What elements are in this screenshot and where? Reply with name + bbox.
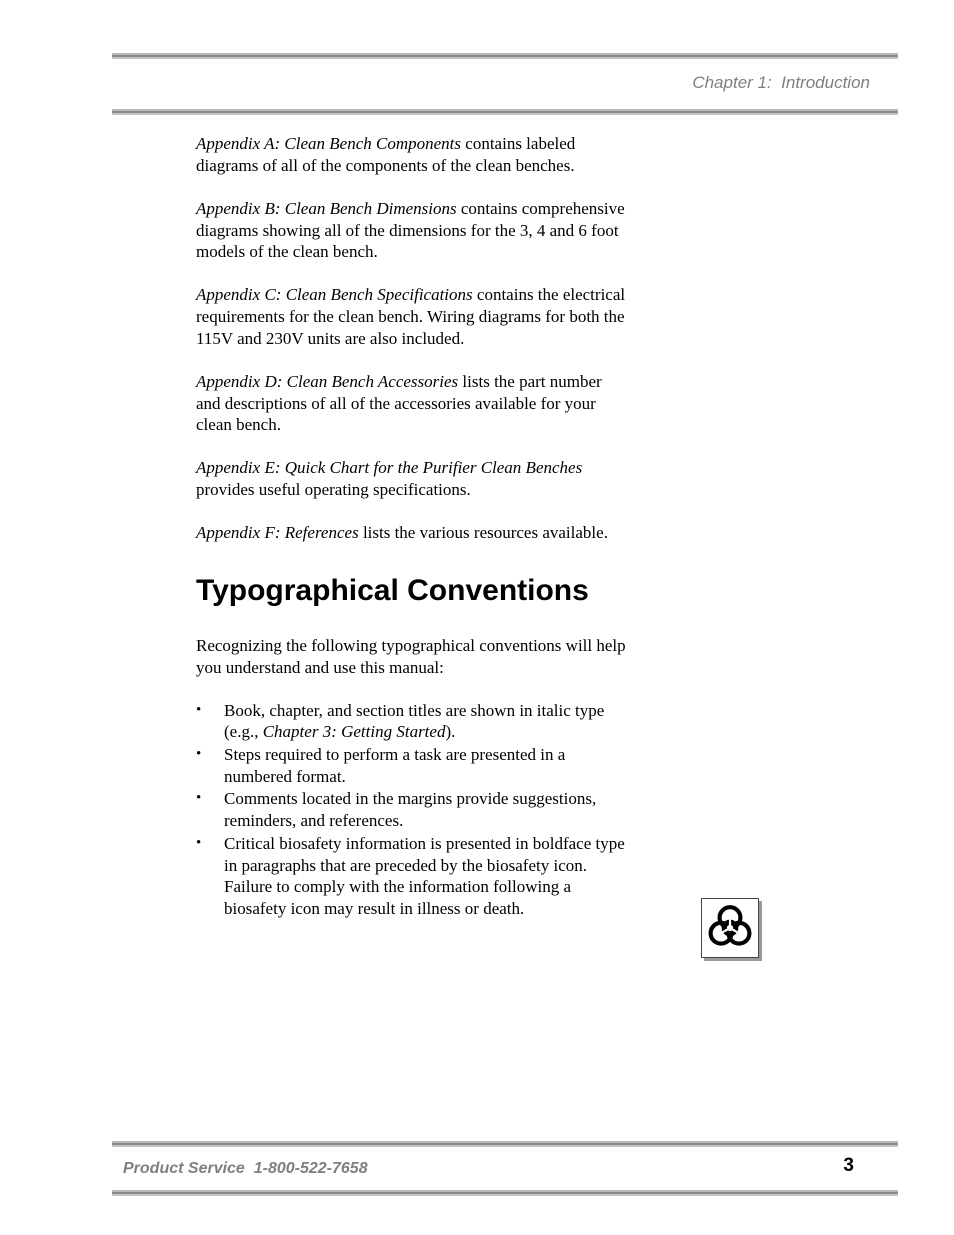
appendix-b-text: contains comprehensive diagrams showing all of the dimensions for the 3, 4 and 6 foot models of the clean bench. — [196, 198, 625, 262]
section-intro: Recognizing the following typographical conventions will help you understand and use this manual: — [196, 635, 626, 677]
appendix-d-text: lists the part number and descriptions of all of the accessories available for your clean bench. — [196, 371, 602, 435]
appendix-f-paragraph — [196, 522, 626, 544]
product-service-phone: Product Service 1-800-522-7658 — [123, 1160, 368, 1177]
appendix-c-paragraph — [196, 284, 626, 349]
bullet-icon: • — [196, 834, 202, 851]
appendix-b-paragraph — [196, 198, 626, 263]
appendix-f-title: Appendix F: References — [196, 523, 359, 543]
header-rule-top — [112, 53, 898, 59]
biohazard-icon-frame — [701, 898, 759, 958]
footer-rule-top — [112, 1141, 898, 1147]
appendix-e-text: provides useful operating specifications. — [196, 480, 471, 499]
appendix-a-paragraph — [196, 133, 626, 176]
appendix-a-title: Appendix A: Clean Bench Components — [196, 134, 462, 153]
list-item: • Comments located in the margins provide suggestions, reminders, and references. — [196, 789, 597, 831]
main-content — [196, 133, 626, 921]
list-item: • Critical biosafety information is presented in boldface type in paragraphs that are preceded by the biosafety icon. Failure to comply with the information following a biosafety icon may result in illness or death. — [196, 833, 625, 918]
chapter-title: Chapter 1: Introduction — [692, 73, 870, 92]
bullet-icon: • — [196, 701, 202, 718]
page-number: 3 — [843, 1155, 854, 1176]
appendix-c-text: contains the electrical requirements for the clean bench. Wiring diagrams for both the 115V and 230V units are also included. — [196, 285, 626, 348]
section-heading: Typographical Conventions — [196, 573, 589, 607]
header-rule-bottom — [112, 109, 898, 115]
example-italic: Chapter 3: Getting Started — [262, 722, 446, 742]
appendix-d-title: Appendix D: Clean Bench Accessories — [196, 371, 459, 391]
appendix-d-paragraph — [196, 371, 626, 436]
bullet-icon: • — [196, 790, 202, 807]
conventions-list — [196, 700, 626, 920]
list-item: • Book, chapter, and section titles are shown in italic type (e.g., Chapter 3: Getting Started). — [196, 700, 605, 742]
biohazard-icon — [704, 902, 756, 954]
bullet-icon: • — [196, 746, 202, 762]
appendix-e-title: Appendix E: Quick Chart for the Purifier Clean Benches — [196, 458, 583, 478]
footer-rule-bottom — [112, 1190, 898, 1196]
list-item: • Steps required to perform a task are presented in a numbered format. — [196, 745, 566, 786]
appendix-b-title: Appendix B: Clean Bench Dimensions — [196, 198, 457, 218]
appendix-f-text: lists the various resources available. — [358, 523, 608, 543]
appendix-a-text: contains labeled diagrams of all of the components of the clean benches. — [196, 134, 576, 175]
appendix-c-title: Appendix C: Clean Bench Specifications — [196, 285, 473, 305]
appendix-e-paragraph — [196, 457, 626, 500]
